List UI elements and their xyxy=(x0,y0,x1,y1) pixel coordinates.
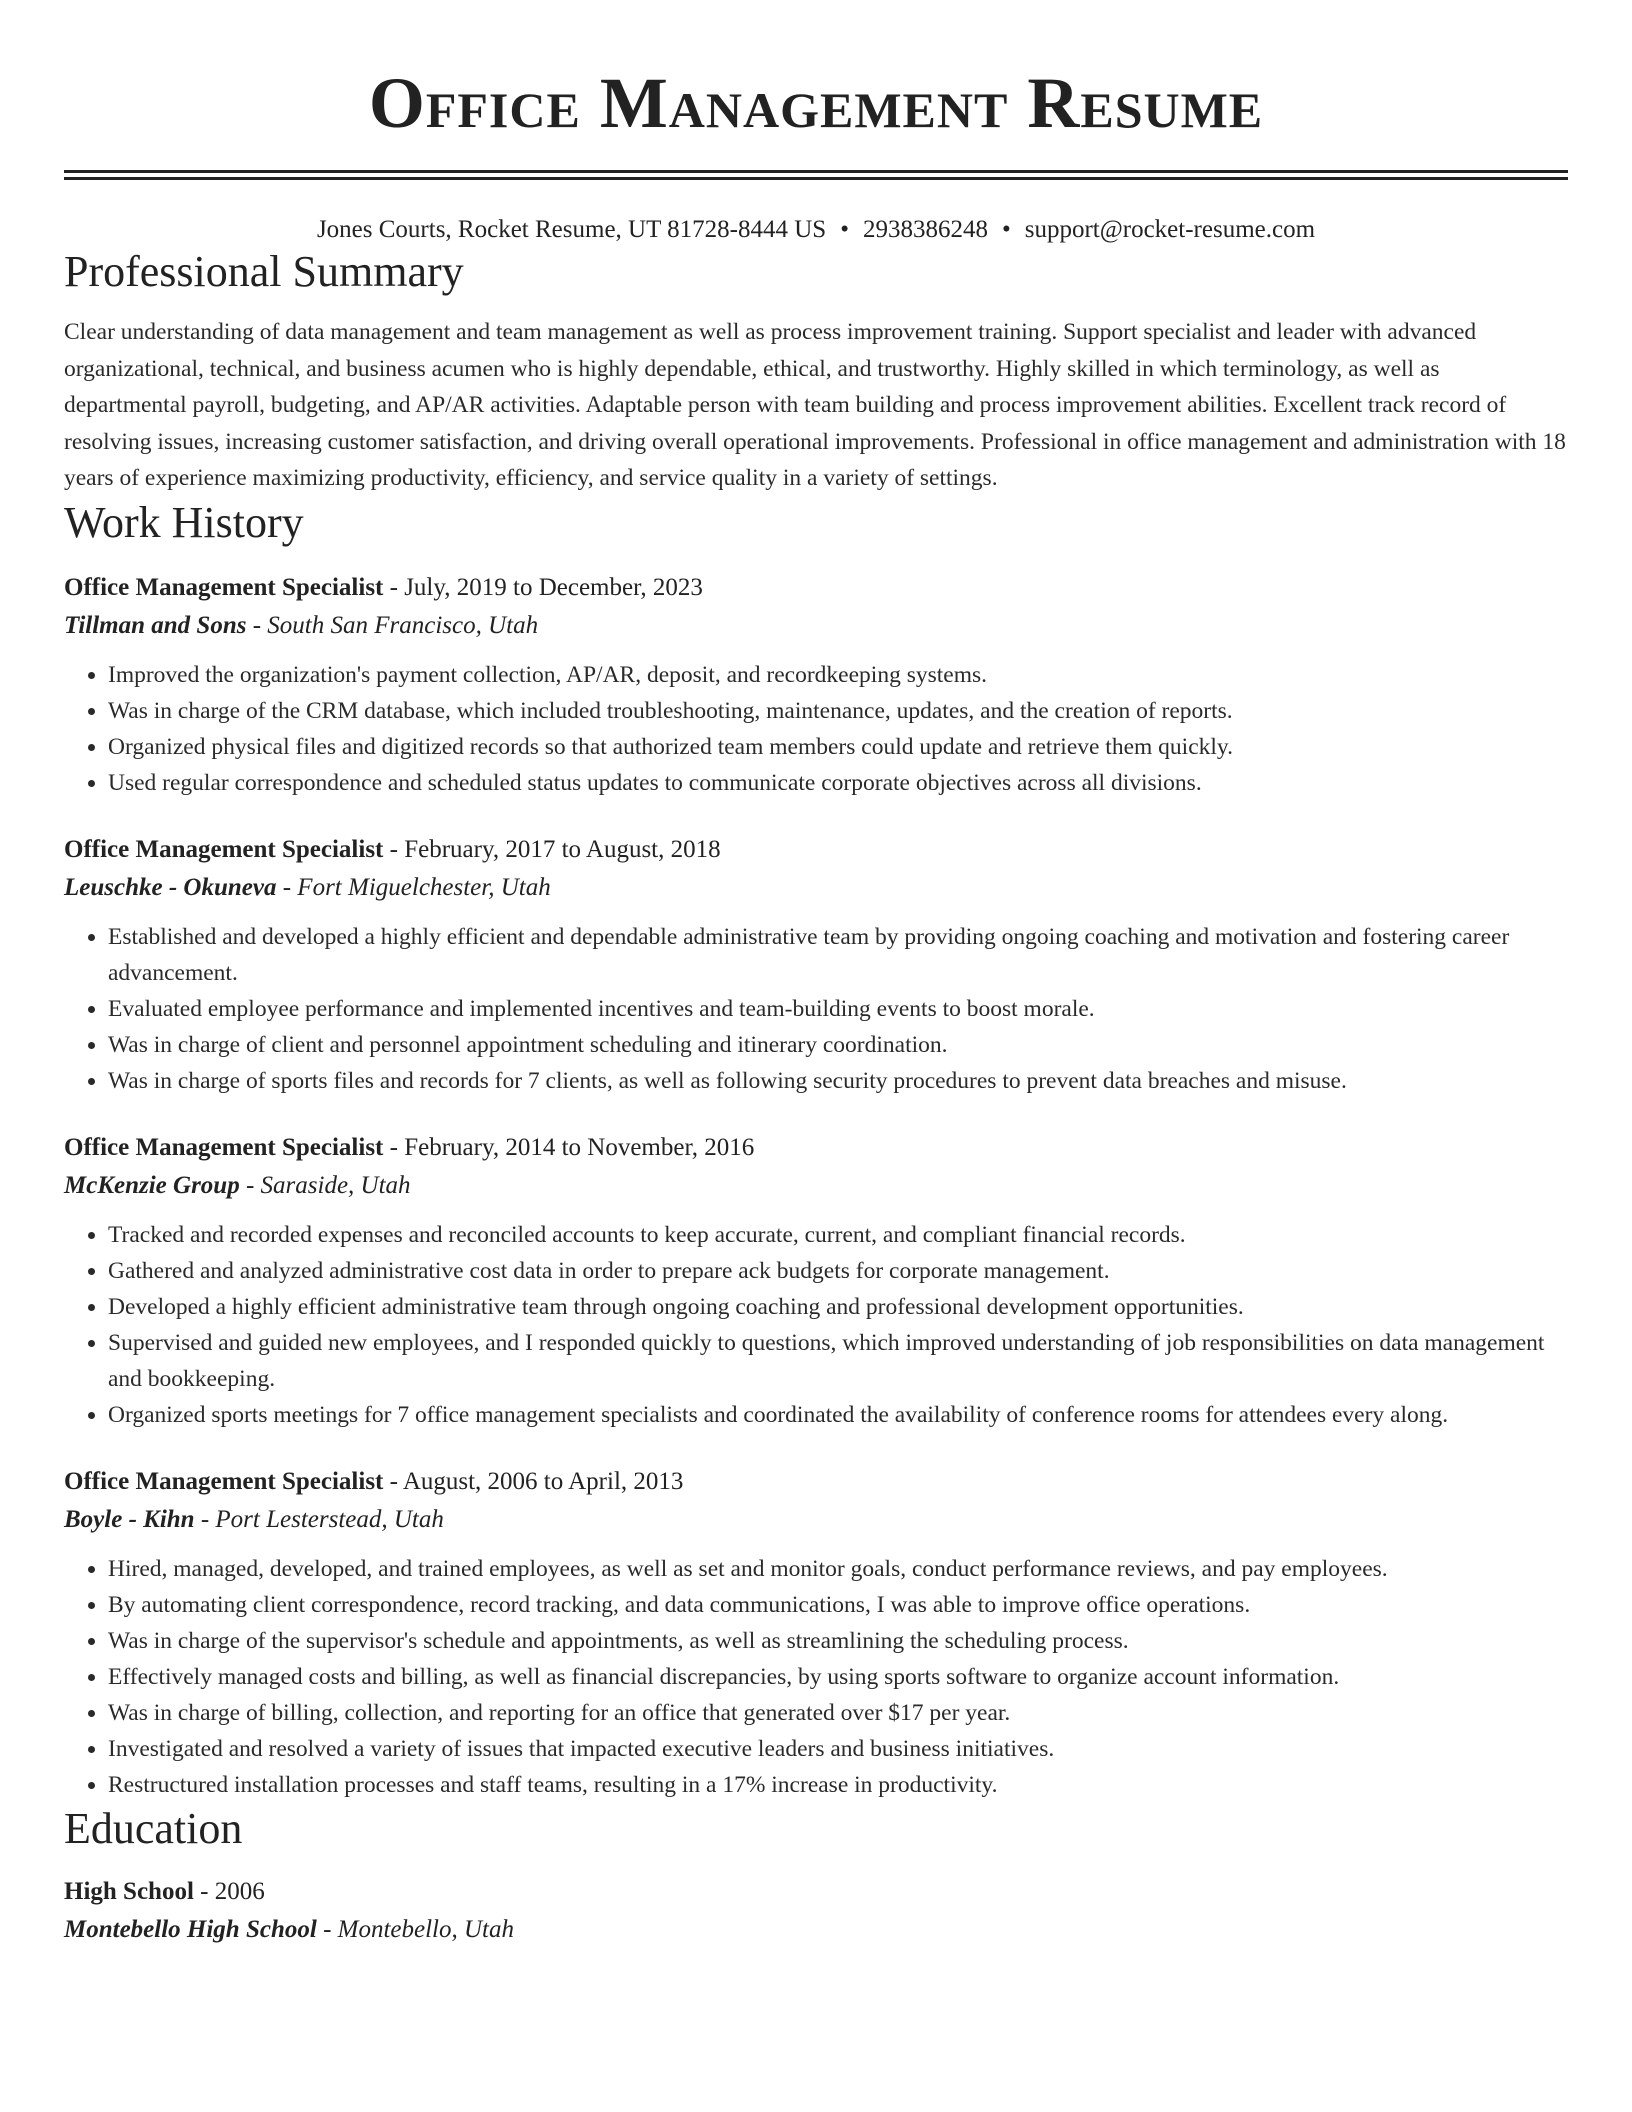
job-bullet-item: • Was in charge of the CRM database, which included troubleshooting, maintenance, updates, and the creation of reports. xyxy=(108,693,1568,729)
job-bullet-item: • Was in charge of sports files and records for 7 clients, as well as following security procedures to prevent data breaches and misuse. xyxy=(108,1063,1568,1099)
work-history-list xyxy=(64,569,1568,1803)
work-history-heading: Work History xyxy=(64,497,304,547)
job-entry xyxy=(64,1129,1568,1433)
job-bullet-item: • Was in charge of client and personnel appointment scheduling and itinerary coordination. xyxy=(108,1027,1568,1063)
company-line xyxy=(64,1167,1568,1205)
title-double-rule xyxy=(64,170,1568,180)
job-bullets xyxy=(64,1551,1568,1803)
degree: High School xyxy=(64,1877,194,1905)
education-list xyxy=(64,1873,1568,1949)
job-bullet-item: • Effectively managed costs and billing, as well as financial discrepancies, by using sports software to organize account information. xyxy=(108,1659,1568,1695)
job-bullet-item: • Investigated and resolved a variety of issues that impacted executive leaders and business initiatives. xyxy=(108,1731,1568,1767)
job-entry xyxy=(64,1463,1568,1803)
job-bullets xyxy=(64,657,1568,801)
contact-separator: • xyxy=(1001,216,1011,243)
company-name: Tillman and Sons xyxy=(64,611,247,639)
graduation-year: - 2006 xyxy=(193,1877,265,1905)
job-entry xyxy=(64,569,1568,801)
job-bullets xyxy=(64,919,1568,1099)
job-bullet-item: • Organized physical files and digitized records so that authorized team members could update and retrieve them quickly. xyxy=(108,729,1568,765)
job-bullet-item: • Organized sports meetings for 7 office management specialists and coordinated the availability of conference rooms for attendees every along. xyxy=(108,1397,1568,1433)
contact-address: Jones Courts, Rocket Resume, UT 81728-8444 US xyxy=(316,216,827,243)
company-name: McKenzie Group xyxy=(64,1171,240,1199)
job-title-line xyxy=(64,569,1568,607)
job-bullet-item: • Used regular correspondence and scheduled status updates to communicate corporate objectives across all divisions. xyxy=(108,765,1568,801)
job-bullet-item: • Hired, managed, developed, and trained employees, as well as set and monitor goals, conduct performance reviews, and pay employees. xyxy=(108,1551,1568,1587)
school-location: - Montebello, Utah xyxy=(316,1915,514,1943)
contact-email: support@rocket-resume.com xyxy=(1024,216,1316,243)
company-name: Boyle - Kihn xyxy=(64,1505,195,1533)
job-bullet-item: • Developed a highly efficient administrative team through ongoing coaching and professional development opportunities. xyxy=(108,1289,1568,1325)
education-entry xyxy=(64,1873,1568,1949)
contact-line xyxy=(64,214,1568,246)
job-dates: - August, 2006 to April, 2013 xyxy=(383,1467,684,1495)
contact-separator: • xyxy=(840,216,849,243)
degree-line xyxy=(64,1873,1568,1911)
company-name: Leuschke - Okuneva xyxy=(64,873,277,901)
job-title: Office Management Specialist xyxy=(64,1467,384,1495)
contact-phone: 2938386248 xyxy=(862,216,988,243)
job-bullet-item: • Established and developed a highly efficient and dependable administrative team by providing ongoing coaching and motivation and fostering career advancement. xyxy=(108,919,1568,991)
company-location: - Port Lesterstead, Utah xyxy=(194,1505,444,1533)
job-bullet-item: • Gathered and analyzed administrative cost data in order to prepare ack budgets for corporate management. xyxy=(108,1253,1568,1289)
job-bullet-item: • Evaluated employee performance and implemented incentives and team-building events to boost morale. xyxy=(108,991,1568,1027)
job-bullets xyxy=(64,1217,1568,1433)
job-bullet-item: • By automating client correspondence, record tracking, and data communications, I was able to improve office operations. xyxy=(108,1587,1568,1623)
professional-summary-heading: Professional Summary xyxy=(64,247,464,296)
job-bullet-item: • Tracked and recorded expenses and reconciled accounts to keep accurate, current, and compliant financial records. xyxy=(108,1217,1568,1253)
school-name: Montebello High School xyxy=(64,1915,317,1943)
company-location: - South San Francisco, Utah xyxy=(246,611,539,639)
company-location: - Fort Miguelchester, Utah xyxy=(276,873,551,901)
company-line xyxy=(64,607,1568,645)
job-dates: - February, 2014 to November, 2016 xyxy=(383,1133,755,1161)
job-title: Office Management Specialist xyxy=(64,835,384,863)
job-bullet-item: • Restructured installation processes and staff teams, resulting in a 17% increase in productivity. xyxy=(108,1767,1568,1803)
job-title-line xyxy=(64,1463,1568,1501)
job-bullet-item: • Was in charge of billing, collection, and reporting for an office that generated over $17 per year. xyxy=(108,1695,1568,1731)
resume-title: Office Management Resume xyxy=(368,63,1264,143)
job-bullet-item: • Was in charge of the supervisor's schedule and appointments, as well as streamlining the scheduling process. xyxy=(108,1623,1568,1659)
job-title-line xyxy=(64,831,1568,869)
professional-summary-text: Clear understanding of data management and team management as well as process improvement training. Support specialist and leader with advanced organizational, technical, and business acumen who is highly dependable, ethical, and trustworthy. Highly skilled in which terminology, as well as departmental payroll, budgeting, and AP/AR activities. Adaptable person with team building and process improvement abilities. Excellent track record of resolving issues, increasing customer satisfaction, and driving overall operational improvements. Professional in office management and administration with 18 years of experience maximizing productivity, efficiency, and service quality in a variety of settings. xyxy=(64,319,1566,491)
job-title: Office Management Specialist xyxy=(64,1133,384,1161)
job-dates: - July, 2019 to December, 2023 xyxy=(383,573,703,601)
job-entry xyxy=(64,831,1568,1099)
education-heading: Education xyxy=(64,1803,243,1853)
school-line xyxy=(64,1911,1568,1949)
job-bullet-item: • Improved the organization's payment collection, AP/AR, deposit, and recordkeeping systems. xyxy=(108,657,1568,693)
company-line xyxy=(64,869,1568,907)
job-title: Office Management Specialist xyxy=(64,573,384,601)
job-bullet-item: • Supervised and guided new employees, and I responded quickly to questions, which improved understanding of job responsibilities on data management and bookkeeping. xyxy=(108,1325,1568,1397)
company-line xyxy=(64,1501,1568,1539)
company-location: - Saraside, Utah xyxy=(239,1171,411,1199)
job-dates: - February, 2017 to August, 2018 xyxy=(383,835,721,863)
job-title-line xyxy=(64,1129,1568,1167)
